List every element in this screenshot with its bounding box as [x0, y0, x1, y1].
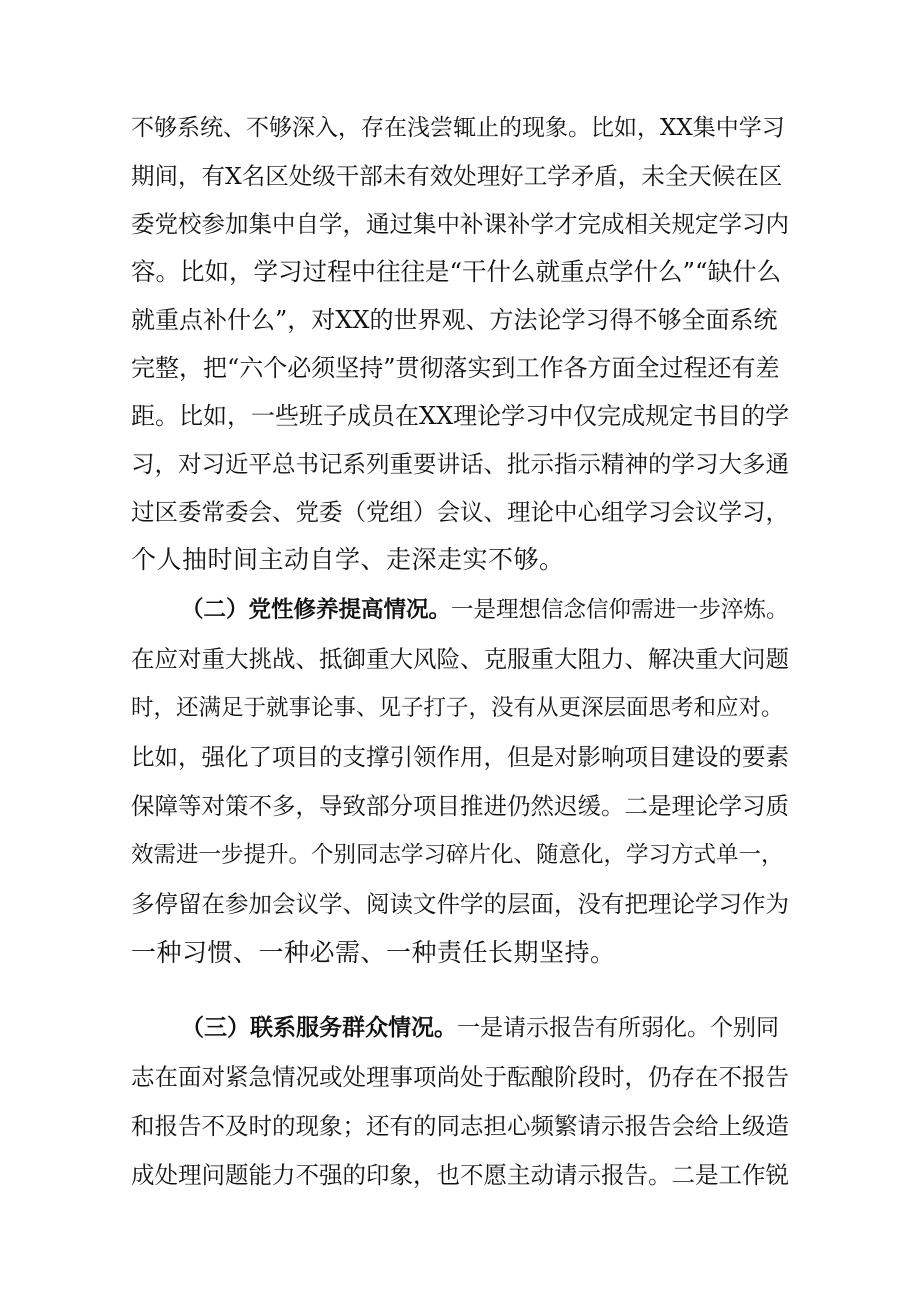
paragraph-1-line-1: 不够系统、不够深入，存在浅尝辄止的现象。比如，XX集中学习 [131, 115, 785, 141]
paragraph-1-line-6: 完整，把“六个必须坚持”贯彻落实到工作各方面全过程还有差 [131, 354, 780, 382]
paragraph-3-line-3: 和报告不及时的现象；还有的同志担心频繁请示报告会给上级造 [131, 1112, 789, 1140]
paragraph-3-first-line [181, 1010, 779, 1046]
paragraph-2-line-7: 多停留在参加会议学、阅读文件学的层面，没有把理论学习作为 [131, 890, 789, 918]
paragraph-2-line-8: 一种习惯、一种必需、一种责任长期坚持。 [131, 938, 616, 967]
paragraph-3-first-line-text: 一是请示报告有所弱化。个别同 [457, 1015, 779, 1041]
paragraph-1-line-2: 期间，有X名区处级干部未有效处理好工学矛盾，未全天候在区 [131, 162, 783, 190]
paragraph-1-line-7: 距。比如，一些班子成员在XX理论学习中仅完成规定书目的学 [131, 402, 790, 430]
paragraph-1-line-8: 习，对习近平总书记系列重要讲话、批示指示精神的学习大多通 [131, 450, 789, 478]
paragraph-2-line-3: 时，还满足于就事论事、见子打子，没有从更深层面思考和应对。 [131, 695, 784, 721]
paragraph-3-line-4: 成处理问题能力不强的印象，也不愿主动请示报告。二是工作锐 [131, 1161, 789, 1189]
section-2-heading: （二）党性修养提高情况。 [181, 597, 452, 623]
paragraph-2-first-line [181, 592, 789, 628]
paragraph-1-line-4: 容。比如，学习过程中往往是“干什么就重点学什么”“缺什么 [131, 257, 782, 286]
paragraph-1-line-9: 过区委常委会、党委（党组）会议、理论中心组学习会议学习， [131, 498, 789, 526]
paragraph-1-line-3: 委党校参加集中自学，通过集中补课补学才完成相关规定学习内 [131, 210, 789, 238]
paragraph-3-line-2: 志在面对紧急情况或处理事项尚处于酝酿阶段时，仍存在不报告 [131, 1063, 789, 1091]
paragraph-1-line-10: 个人抽时间主动自学、走深走实不够。 [131, 545, 565, 574]
paragraph-1-line-5: 就重点补什么”，对XX的世界观、方法论学习得不够全面系统 [131, 306, 778, 334]
paragraph-2-line-6: 效需进一步提升。个别同志学习碎片化、随意化，学习方式单一， [131, 842, 784, 868]
paragraph-2-line-2: 在应对重大挑战、抵御重大风险、克服重大阻力、解决重大问题 [131, 645, 789, 673]
paragraph-2-first-line-text: 一是理想信念信仰需进一步淬炼。 [451, 597, 789, 623]
section-3-heading: （三）联系服务群众情况。 [181, 1015, 457, 1041]
paragraph-2-line-4: 比如，强化了项目的支撑引领作用，但是对影响项目建设的要素 [131, 743, 789, 771]
paragraph-2-line-5: 保障等对策不多，导致部分项目推进仍然迟缓。二是理论学习质 [131, 792, 789, 820]
